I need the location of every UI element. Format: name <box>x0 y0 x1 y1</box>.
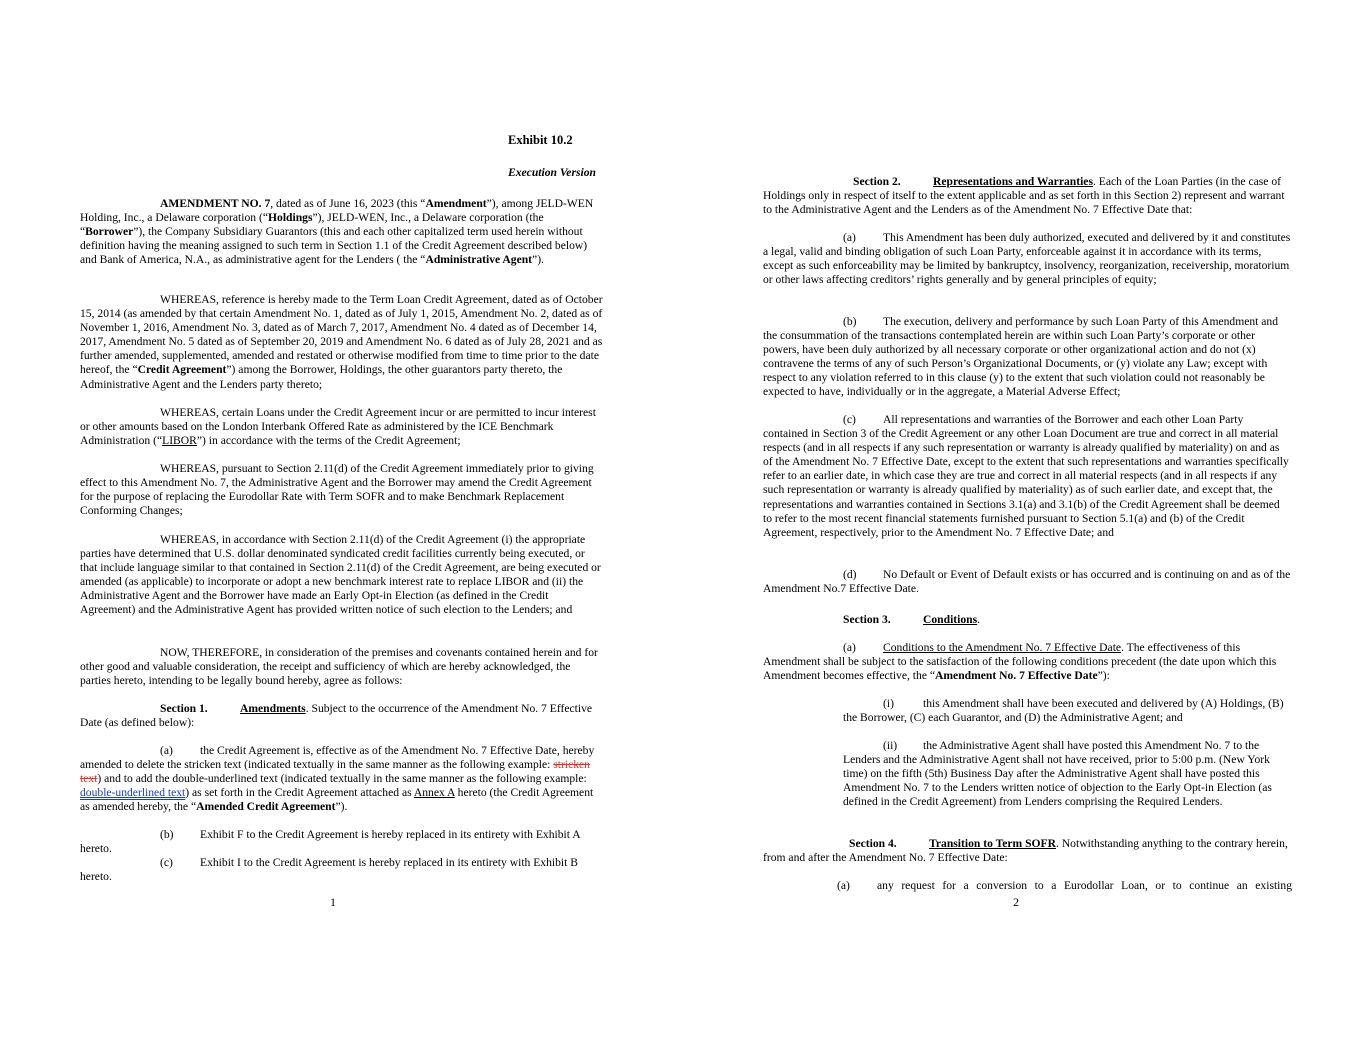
section-4-heading: Section 4. Transition to Term SOFR. Notwithstanding anything to the contrary herein, from and after the Amendment No. 7 Effective Date: <box>763 837 1288 865</box>
section-3-item-a: (a) Conditions to the Amendment No. 7 Effective Date. The effectiveness of this Amendment shall be subject to the satisfaction of the following conditions precedent (the date upon which this Amendment becomes effective, the “Amendment No. 7 Effective Date”): <box>763 641 1277 683</box>
section-2-heading: Section 2. Representations and Warranties. Each of the Loan Parties (in the case of Holdings only in respect of itself to the extent applicable and as set forth in this Section 2) represent and warrant to the Administrative Agent and the Lenders as of the Amendment No. 7 Effective Date that: <box>763 175 1285 217</box>
double-underlined-text-example: double-underlined text <box>80 786 186 800</box>
document-page-2 <box>682 0 1365 1055</box>
whereas-paragraph-4: WHEREAS, in accordance with Section 2.11(d) of the Credit Agreement (i) the appropriate parties have determined that U.S. dollar denominated syndicated credit facilities currently being executed, or that include language similar to that contained in Section 2.11(d) of the Credit Agreement, are being executed or amended (as applicable) to incorporate or adopt a new benchmark interest rate to replace LIBOR and (ii) the Administrative Agent and the Borrower have made an Early Opt-in Election (as defined in the Credit Agreement) and the Administrative Agent has provided written notice of such election to the Lenders; and <box>80 533 601 617</box>
execution-version-label: Execution Version <box>508 166 596 179</box>
section-1-item-c: (c) Exhibit I to the Credit Agreement is hereby replaced in its entirety with Exhibit B hereto. <box>80 856 578 884</box>
whereas-paragraph-1: WHEREAS, reference is hereby made to the Term Loan Credit Agreement, dated as of October 15, 2014 (as amended by that certain Amendment No. 1, dated as of July 1, 2015, Amendment No. 2, dated as of November 1, 2016, Amendment No. 3, dated as of March 7, 2017, Amendment No. 4 dated as of December 14, 2017, Amendment No. 5 dated as of September 20, 2019 and Amendment No. 6 dated as of July 28, 2021 and as further amended, supplemented, amended and restated or otherwise modified from time to time prior to the date hereof, the “Credit Agreement”) among the Borrower, Holdings, the other guarantors party thereto, the Administrative Agent and the Lenders party thereto; <box>80 293 603 391</box>
page-number: 1 <box>330 895 336 909</box>
section-2-item-a: (a) This Amendment has been duly authorized, executed and delivered by it and constitutes a legal, valid and binding obligation of such Loan Party, enforceable against it in accordance with its terms, except as such enforceability may be limited by bankruptcy, insolvency, reorganization, receivership, moratorium or other laws affecting creditors’ rights generally and by general principles of equity; <box>763 231 1291 287</box>
section-1-item-a: (a) the Credit Agreement is, effective as of the Amendment No. 7 Effective Date, hereby amended to delete the stricken text (indicated textually in the same manner as the following example: stricken text) and to add the double-underlined text (indicated textually in the same manner as the following example: double-underlined text) as set forth in the Credit Agreement attached as Annex A hereto (the Credit Agreement as amended hereby, the “Amended Credit Agreement”). <box>80 744 595 814</box>
page-number: 2 <box>1013 895 1019 909</box>
stricken-text-example: stricken text <box>80 758 590 786</box>
section-1-heading: Section 1. Amendments. Subject to the occurrence of the Amendment No. 7 Effective Date (as defined below): <box>80 702 593 730</box>
intro-paragraph: AMENDMENT NO. 7, dated as of June 16, 2023 (this “Amendment”), among JELD-WEN Holding, Inc., a Delaware corporation (“Holdings”), JELD-WEN, Inc., a Delaware corporation (the “Borrower”), the Company Subsidiary Guarantors (this and each other capitalized term used herein without definition having the meaning assigned to such term in Section 1.1 of the Credit Agreement described below) and Bank of America, N.A., as administrative agent for the Lenders ( the “Administrative Agent”). <box>80 197 594 267</box>
section-4-item-a: (a) any request for a conversion to a Eurodollar Loan, or to continue an existing <box>837 879 1292 892</box>
document-page-1 <box>0 0 682 1055</box>
section-2-item-c: (c) All representations and warranties of the Borrower and each other Loan Party contained in Section 3 of the Credit Agreement or any other Loan Document are true and correct in all material respects (and in all respects if any such representation or warranty is already qualified by materiality) on and as of the Amendment No. 7 Effective Date, except to the extent that such representations and warranties specifically refer to an earlier date, in which case they are true and correct in all material respects (and in all respects if any such representation or warranty is already qualified by materiality) as of such earlier date, and except that, the representations and warranties contained in Sections 3.1(a) and 3.1(b) of the Credit Agreement shall be deemed to refer to the most recent financial statements furnished pursuant to Section 5.1(a) and (b) of the Credit Agreement, respectively, prior to the Amendment No. 7 Effective Date; and <box>763 413 1289 539</box>
section-3-heading: Section 3. Conditions. <box>843 613 981 626</box>
now-therefore-paragraph: NOW, THEREFORE, in consideration of the premises and covenants contained herein and for other good and valuable consideration, the receipt and sufficiency of which are hereby acknowledged, the parties hereto, intending to be legally bound hereby, agree as follows: <box>80 646 598 688</box>
whereas-paragraph-3: WHEREAS, pursuant to Section 2.11(d) of the Credit Agreement immediately prior to giving effect to this Amendment No. 7, the Administrative Agent and the Borrower may amend the Credit Agreement for the purpose of replacing the Eurodollar Rate with Term SOFR and to make Benchmark Replacement Conforming Changes; <box>80 462 594 518</box>
section-2-item-d: (d) No Default or Event of Default exists or has occurred and is continuing on and as of the Amendment No.7 Effective Date. <box>763 568 1291 596</box>
exhibit-title: Exhibit 10.2 <box>508 133 573 147</box>
annex-a-reference: Annex A <box>413 786 455 800</box>
whereas-paragraph-2: WHEREAS, certain Loans under the Credit Agreement incur or are permitted to incur interest or other amounts based on the London Interbank Offered Rate as administered by the ICE Benchmark Administration (“LIBOR”) in accordance with the terms of the Credit Agreement; <box>80 406 596 448</box>
section-3-item-i: (i) this Amendment shall have been executed and delivered by (A) Holdings, (B) the Borrower, (C) each Guarantor, and (D) the Administrative Agent; and <box>843 697 1284 725</box>
section-1-item-b: (b) Exhibit F to the Credit Agreement is hereby replaced in its entirety with Exhibit A hereto. <box>80 828 580 856</box>
section-3-item-ii: (ii) the Administrative Agent shall have posted this Amendment No. 7 to the Lenders and the Administrative Agent shall not have received, prior to 5:00 p.m. (New York time) on the fifth (5th) Business Day after the Administrative Agent shall have posted this Amendment No. 7 to the Lenders written notice of objection to the Early Opt-in Election (as defined in the Credit Agreement) from Lenders comprising the Required Lenders. <box>843 739 1272 809</box>
section-2-item-b: (b) The execution, delivery and performance by such Loan Party of this Amendment and the consummation of the transactions contemplated herein are within such Loan Party’s corporate or other powers, have been duly authorized by all necessary corporate or other organizational action and do not (x) contravene the terms of any of such Person’s Organizational Documents, or (y) violate any Law; except with respect to any violation referred to in this clause (y) to the extent that such violation could not reasonably be expected to have, individually or in the aggregate, a Material Adverse Effect; <box>763 315 1279 399</box>
